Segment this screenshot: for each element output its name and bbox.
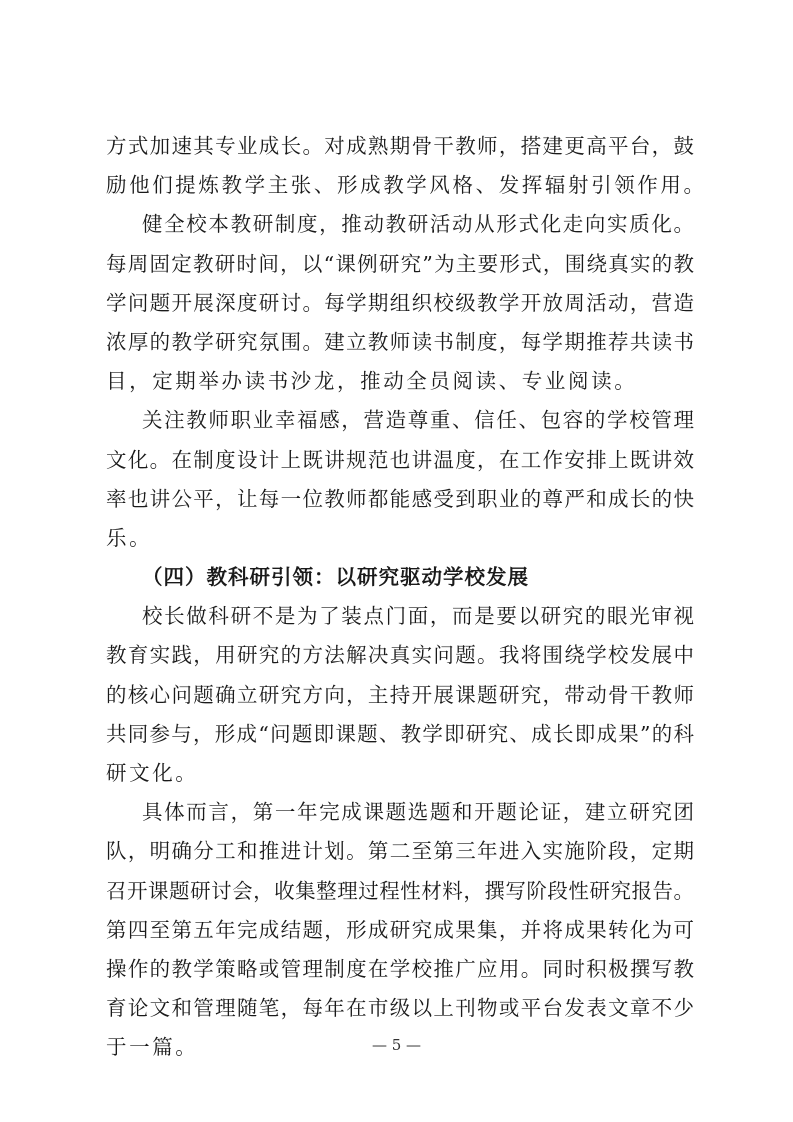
paragraph-line: 具体而言，第一年完成课题选题和开题论证，建立研究团 [142, 800, 694, 825]
paragraph-line: 研文化。 [106, 761, 199, 785]
paragraph-line: 每周固定教研时间，以“课例研究”为主要形式，围绕真实的教 [106, 251, 694, 276]
paragraph-line: 乐。 [106, 525, 153, 550]
paragraph-line: 浓厚的教学研究氛围。建立教师读书制度，每学期推荐共读书 [106, 329, 694, 354]
paragraph-line: 关注教师职业幸福感，营造尊重、信任、包容的学校管理 [142, 408, 694, 433]
paragraph-line: 率也讲公平，让每一位教师都能感受到职业的尊严和成长的快 [106, 486, 694, 511]
paragraph-line: 校长做科研不是为了装点门面，而是要以研究的眼光审视 [142, 604, 694, 629]
paragraph-line: 的核心问题确立研究方向，主持开展课题研究，带动骨干教师 [106, 682, 694, 707]
paragraph-line: 操作的教学策略或管理制度在学校推广应用。同时积极撰写教 [106, 956, 694, 981]
paragraph-line: 队，明确分工和推进计划。第二至第三年进入实施阶段，定期 [106, 839, 694, 864]
paragraph-line: 励他们提炼教学主张、形成教学风格、发挥辐射引领作用。 [106, 173, 707, 198]
paragraph-line: 目，定期举办读书沙龙，推动全员阅读、专业阅读。 [106, 369, 638, 394]
paragraph-line: 第四至第五年完成结题，形成研究成果集，并将成果转化为可 [106, 917, 694, 942]
paragraph-line: 于一篇。 [106, 1035, 199, 1060]
page-number: — 5 — [371, 1036, 422, 1054]
paragraph-line: 文化。在制度设计上既讲规范也讲温度，在工作安排上既讲效 [106, 447, 694, 472]
document-body [106, 127, 707, 1068]
paragraph-line: 育论文和管理随笔，每年在市级以上刊物或平台发表文章不少 [106, 996, 694, 1021]
paragraph-line: 共同参与，形成“问题即课题、教学即研究、成长即成果”的科 [106, 721, 694, 746]
paragraph-line: 方式加速其专业成长。对成熟期骨干教师，搭建更高平台，鼓 [106, 134, 694, 158]
paragraph-line: 教育实践，用研究的方法解决真实问题。我将围绕学校发展中 [106, 643, 694, 668]
section-heading: （四）教科研引领：以研究驱动学校发展 [142, 565, 529, 590]
paragraph-line: 健全校本教研制度，推动教研活动从形式化走向实质化。 [142, 212, 694, 237]
paragraph-line: 召开课题研讨会，收集整理过程性材料，撰写阶段性研究报告。 [106, 878, 694, 903]
paragraph-line: 学问题开展深度研讨。每学期组织校级教学开放周活动，营造 [106, 290, 694, 315]
